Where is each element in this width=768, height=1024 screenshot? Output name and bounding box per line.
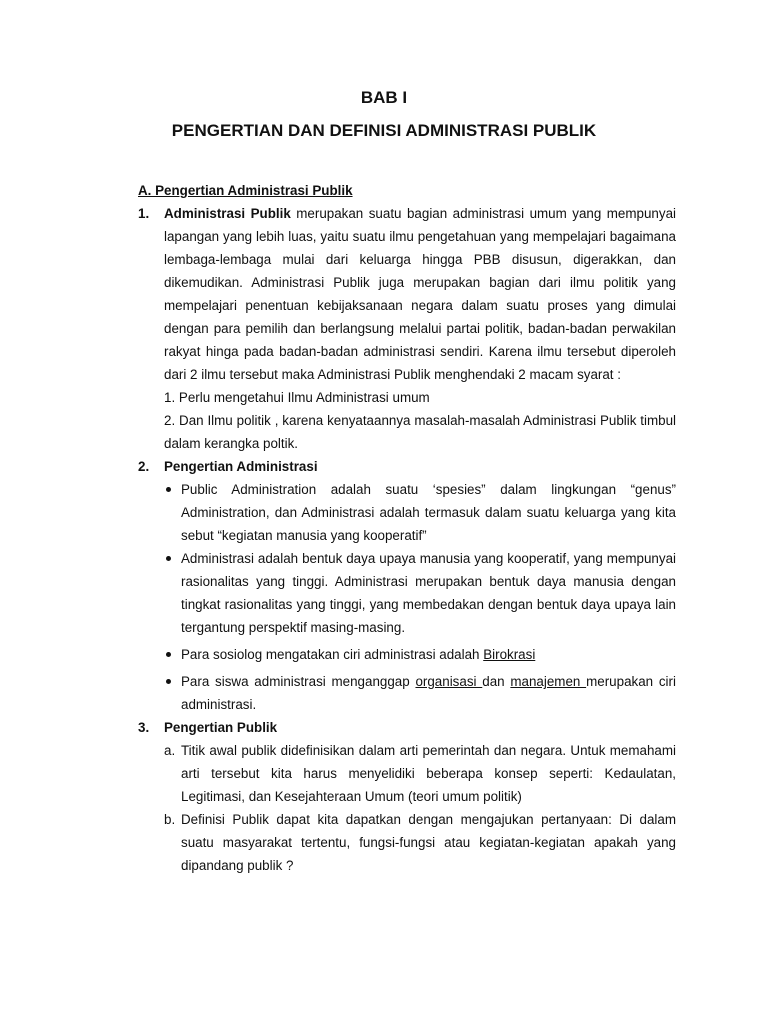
- item-3-heading: Pengertian Publik: [164, 720, 278, 735]
- bullet-4-text-pre: Para siswa administrasi menganggap: [181, 674, 416, 689]
- list-item-1: [138, 202, 676, 455]
- item-1-paragraph: [164, 202, 676, 386]
- bullet-4-text-mid: dan: [482, 674, 511, 689]
- bullet-3-text: Para sosiolog mengatakan ciri administrasi adalah: [181, 647, 484, 662]
- list-item-3: [138, 716, 676, 877]
- sub-item-a-text: Titik awal publik didefinisikan dalam arti pemerintah dan negara. Untuk memahami arti tersebut kita harus menyelidiki beberapa konsep seperti: Kedaulatan, Legitimasi, dan Kesejahteraan Umum (teori umum politik): [181, 743, 676, 804]
- document-body: [138, 179, 676, 877]
- requirement-1: 1. Perlu mengetahui Ilmu Administrasi umum: [164, 390, 430, 405]
- sub-item-a: [164, 739, 676, 808]
- bullet-3: [164, 643, 676, 666]
- item-1-bold-lead: Administrasi Publik: [164, 206, 291, 221]
- item-1-text: merupakan suatu bagian administrasi umum yang mempunyai lapangan yang lebih luas, yaitu suatu ilmu pengetahuan yang mempelajari bagaimana lembaga-lembaga mulai dari keluarga hingga PBB disusun, digerakkan, dan dikemudikan. Administrasi Publik juga merupakan bagian dari ilmu politik yang mempelajari penentuan kebijaksanaan negara dalam suatu proses yang dimulai dengan para pemilih dan berlangsung melalui partai politik, badan-badan perwakilan rakyat hinga pada badan-badan administrasi sendiri. Karena ilmu tersebut diperoleh dari 2 ilmu tersebut maka Administrasi Publik menghendaki 2 macam syarat :: [164, 206, 676, 382]
- requirement-2: 2. Dan Ilmu politik , karena kenyataannya masalah-masalah Administrasi Publik timbul dalam kerangka poltik.: [164, 413, 676, 451]
- manajemen-term: manajemen: [510, 674, 587, 689]
- bullet-4: [164, 670, 676, 716]
- item-2-heading: Pengertian Administrasi: [164, 459, 318, 474]
- item-1-number: 1.: [138, 206, 150, 221]
- item-2-number: 2.: [138, 459, 150, 474]
- sub-item-b-label: b.: [164, 812, 176, 827]
- bullet-2: Administrasi adalah bentuk daya upaya manusia yang kooperatif, yang mempunyai rasionalitas yang tinggi. Administrasi merupakan bentuk daya manusia dengan tingkat rasionalitas yang tinggi, yang membedakan dengan bentuk daya upaya lain tergantung perspektif masing-masing.: [164, 547, 676, 639]
- list-item-2: [138, 455, 676, 716]
- section-a-heading: A. Pengertian Administrasi Publik: [138, 183, 353, 198]
- birokrasi-term: Birokrasi: [483, 647, 536, 662]
- sub-item-a-label: a.: [164, 743, 176, 758]
- item-3-number: 3.: [138, 720, 150, 735]
- bullet-4-text-post: merupakan ciri administrasi.: [181, 674, 676, 712]
- sub-item-b: [164, 808, 676, 877]
- organisasi-term: organisasi: [415, 674, 483, 689]
- item-2-bullets: [164, 478, 676, 716]
- sub-item-b-text: Definisi Publik dapat kita dapatkan dengan mengajukan pertanyaan: Di dalam suatu masyarakat tertentu, fungsi-fungsi atau kegiatan-kegiatan apakah yang dipandang publik ?: [181, 812, 676, 873]
- bullet-1: Public Administration adalah suatu ‘spesies” dalam lingkungan “genus” Administration, dan Administrasi adalah termasuk dalam suatu keluarga yang kita sebut “kegiatan manusia yang kooperatif”: [164, 478, 676, 547]
- chapter-title: BAB I: [360, 88, 408, 107]
- chapter-subtitle: PENGERTIAN DAN DEFINISI ADMINISTRASI PUBLIK: [171, 121, 597, 140]
